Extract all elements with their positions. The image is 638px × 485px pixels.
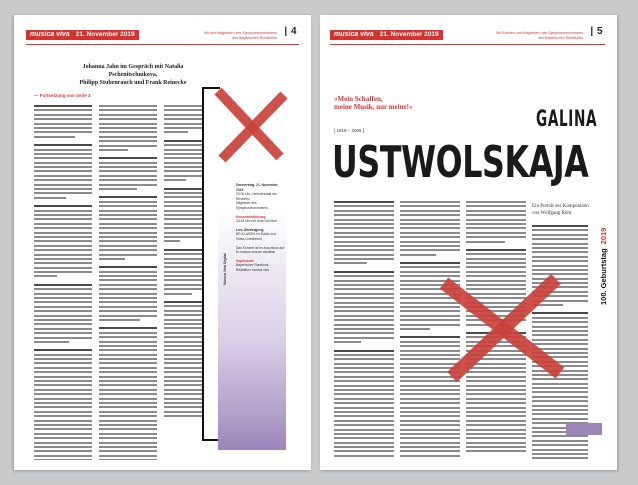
pull-quote — [334, 95, 444, 111]
header-subline — [496, 31, 583, 41]
header-tag — [26, 30, 139, 40]
program-sidebar — [218, 175, 286, 450]
pull-quote-line1: »Mein Schaffen, — [334, 95, 383, 103]
anniversary-label — [599, 228, 608, 305]
anniversary-text: 100. Geburtstag — [599, 248, 608, 305]
concert-date: 21. November 2019 — [379, 31, 439, 38]
page-number-value: 5 — [596, 26, 603, 37]
pull-quote-line2: meine Musik, nur meine!« — [334, 103, 413, 111]
series-name: musica viva — [30, 31, 70, 38]
series-name: musica viva — [334, 31, 374, 38]
anniversary-year: 2019 — [599, 227, 608, 245]
header-subline-2: des Bayerischen Rundfunks — [538, 36, 583, 40]
text-column-3 — [164, 105, 204, 460]
sidebar-content — [236, 183, 284, 277]
sidebar-block-3-line: BR-KLASSIK im Radio und Video-Livestream — [236, 232, 276, 241]
header-subline-1: Mit Solisten und Mitgliedern des Symphonieorchesters — [496, 31, 583, 35]
composer-first-name: GALINA — [536, 107, 598, 132]
left-page — [14, 15, 311, 470]
page-number: | 4 — [284, 26, 297, 37]
text-column-2 — [99, 105, 157, 460]
concert-date: 21. November 2019 — [75, 31, 135, 38]
sidebar-block-1-line: 20.00 Uhr, Herkulessaal der Residenz — [236, 192, 277, 201]
sidebar-block-2-line: 18.45 Uhr mit Julia Schölzel — [236, 219, 277, 224]
purple-accent-block — [566, 423, 602, 435]
header-rule — [330, 44, 605, 45]
header-subline-2: des Bayerischen Rundfunks — [232, 36, 277, 40]
sidebar-block-3-title: Live-Übertragung — [236, 227, 264, 232]
interview-heading-line1: Johanna Jahn im Gespräch mit Natalia Pschenitschnikova, — [82, 64, 184, 78]
sidebar-block-5-line: Bayerischer Rundfunk, Redaktion musica viva — [236, 263, 270, 272]
sidebar-block-5-title: Impressum — [236, 258, 254, 263]
right-page — [320, 15, 617, 470]
article-subtitle-line2: von Wolfgang Rühl — [532, 211, 572, 216]
sidebar-block-4-line: Das Konzert ist im Anschluss auf br-musica-viva.de abrufbar — [236, 245, 285, 255]
continuation-label-text: Fortsetzung von Seite 3 — [39, 93, 91, 98]
sidebar-block-1-sub: Mitglieder des Symphonieorchesters — [236, 201, 268, 210]
header-tag — [330, 30, 443, 40]
interview-heading — [58, 63, 208, 87]
sidebar-vertical-label: Musica Viva Digital — [223, 253, 227, 285]
article-subtitle — [532, 203, 612, 217]
page-number: | 5 — [590, 26, 603, 37]
continuation-label: — Fortsetzung von Seite 3 — [34, 93, 91, 98]
article-subtitle-line1: Ein Porträt der Komponistin — [532, 204, 589, 209]
text-column-1 — [34, 105, 92, 460]
article-column-1 — [334, 201, 394, 459]
sidebar-block-2-title: Konzerteinführung — [236, 214, 266, 219]
sidebar-block-1-title: Donnerstag, 21. November 2019 — [236, 183, 278, 192]
page-number-value: 4 — [290, 26, 297, 37]
header-rule — [26, 44, 299, 45]
interview-heading-line2: Philipp Stubenrauch und Frank Reinecke — [79, 80, 187, 86]
header-subline — [204, 31, 277, 41]
red-x-mark-right — [438, 273, 568, 383]
composer-last-name: USTWOLSKAJA — [332, 137, 589, 188]
red-x-mark-left — [210, 85, 290, 165]
life-years: [ 1919 – 2006 ] — [334, 128, 365, 133]
header-subline-1: Mit den Mitgliedern des Symphonieorchesters — [204, 31, 277, 35]
